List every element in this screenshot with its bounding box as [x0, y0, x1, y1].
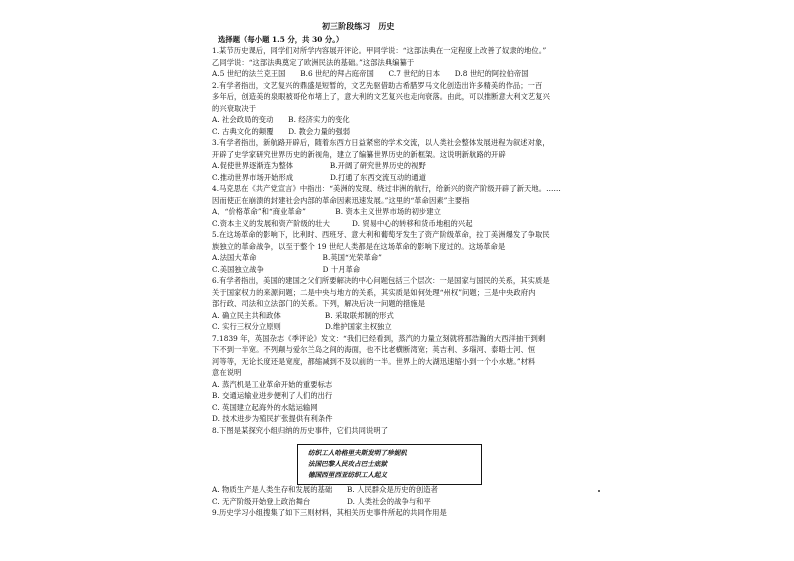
exam-sheet — [212, 8, 592, 556]
question-line: 8.下图是某探究小组归纳的历史事件，它们共同说明了 — [212, 425, 389, 435]
question-line: 1.某节历史课后，同学们对所学内容展开评论。甲同学说：“这部法典在一定程度上改善了奴隶的地位。” — [212, 46, 547, 55]
question-line: 因而使正在崩溃的封建社会内部的革命因素迅速发展。”这里的“革命因素”主要指 — [212, 195, 470, 205]
question-line: 开辟了史学家研究世界历史的新视角，建立了编纂世界历史的新框架。这说明新航路的开辟 — [212, 149, 506, 159]
question-line: 3.有学者指出，新航路开辟后，随着东西方日益紧密的学术交流，以人类社会整体发展进程为叙述对象， — [212, 138, 550, 147]
box-line-1: 纺织工人哈格里夫斯发明了珍妮机 — [308, 449, 407, 457]
question-line: 的兴衰取决于 — [212, 103, 257, 113]
question-line: 部行政、司法和立法部门的关系。下列，解决后决一问题的措施是 — [212, 299, 426, 308]
question-line: A.促使世界逐渐连为整体 B.开阔了研究世界历史的视野 — [212, 161, 426, 170]
page-title: 初三阶段练习 历史 — [322, 21, 395, 31]
question-line: 关于国家权力的来源问题；二是中央与地方的关系，其实质是如何处理“州权”问题；三是中央政府内 — [212, 287, 536, 297]
question-line: A. 社会政局的变动 B. 经济实力的变化 — [212, 115, 350, 124]
question-line: C.美国独立战争 D 十月革命 — [212, 264, 361, 274]
question-line: 族独立的革命战争，以至于整个 19 世纪人类都是在这场革命的影响下度过的。这场革命是 — [212, 241, 506, 251]
question-line: 乙同学说：“这部法典奠定了欧洲民法的基础。”这部法典编纂于 — [212, 57, 415, 67]
question-line: 意在说明 — [212, 368, 242, 377]
question-line: 下不到一半宽。不列颠与爱尔兰岛之间的海面，也不比老横断湾宽；英吉利、多瑙河、泰晤士河、恒 — [212, 345, 536, 354]
question-line: 6.有学者指出，美国的建国之父们所要解决的中心问题包括三个层次：一是国家与国民的关系，其实质是 — [212, 276, 550, 285]
question-line: D. 技术进步为殖民扩张提供有利条件 — [212, 414, 333, 423]
question-line: 2.有学者指出，文艺复兴的鼎盛是短暂的，文艺先驱借助古希腊罗马文化创造出许多精美的作品；一百 — [212, 80, 543, 90]
question-line: 河等等，无论长度还是宽度，都缩减到不及以前的一半。世界上的大湖迅速缩小到一个小水塘。”材料 — [212, 356, 536, 366]
question-line: C. 英国建立起海外的水陆运输网 — [212, 402, 318, 412]
question-line: 4.马克思在《共产党宣言》中指出：“美洲的发现、绕过非洲的航行，给新兴的资产阶级开辟了新天地。…… — [212, 184, 561, 193]
question-line: 5.在这场革命的影响下，比利时、西班牙、意大利和葡萄牙发生了资产阶级革命，拉丁美洲爆发了争取民 — [212, 230, 550, 239]
events-box — [297, 444, 482, 485]
question-line: 9.历史学习小组搜集了如下三则材料，其相关历史事件所起的共同作用是 — [212, 508, 447, 517]
question-line: C. 古典文化的颠覆 D. 教会力量的强弱 — [212, 126, 351, 136]
question-line: C. 实行三权分立原则 D.维护国家主权独立 — [212, 322, 392, 331]
question-line: A. 蒸汽机是工业革命开始的重要标志 — [212, 379, 333, 389]
ink-dot — [598, 490, 600, 492]
question-line: A.5 世纪的法兰克王国 B.6 世纪的拜占庭帝国 C.7 世纪的日本 D.8 世纪的阿拉伯帝国 — [212, 69, 529, 78]
question-line: A. 确立民主共和政体 B. 采取联邦制的形式 — [212, 310, 394, 320]
question-line: B. 交通运输业进步便利了人们的出行 — [212, 391, 333, 400]
question-line: C. 无产阶级开始登上政治舞台 D. 人类社会的战争与和平 — [212, 496, 431, 506]
question-line: 多年后，创造美的泉眼被哥伦布堵上了，意大利的文艺复兴也走向衰落。由此，可以推断意大利文艺复兴 — [212, 92, 550, 101]
question-line: C.推动世界市场开始形成 D.打通了东西交流互动的通道 — [212, 172, 427, 182]
question-line: A.法国大革命 B.英国“光荣革命” — [212, 253, 382, 262]
question-line: 7.1839 年，英国杂志《季评论》发文：“我们已经看到，蒸汽的力量立刻就将那浩瀚的大西洋抽干到剩 — [212, 333, 546, 343]
question-line: A．“价格革命”和“商业革命” B. 资本主义世界市场的初步建立 — [212, 207, 441, 216]
question-line: A. 物质生产是人类生存和发展的基础 B. 人民群众是历史的创造者 — [212, 485, 438, 494]
box-line-2: 法国巴黎人民攻占巴士底狱 — [308, 460, 388, 468]
question-line: C.资本主义的发展和资产阶级的壮大 D. 贸易中心的转移和货币地租的兴起 — [212, 218, 473, 228]
section-heading: 选择题（每小题 1.5 分，共 30 分。） — [218, 35, 344, 44]
box-line-3: 德国西里西亚纺织工人起义 — [308, 471, 388, 479]
